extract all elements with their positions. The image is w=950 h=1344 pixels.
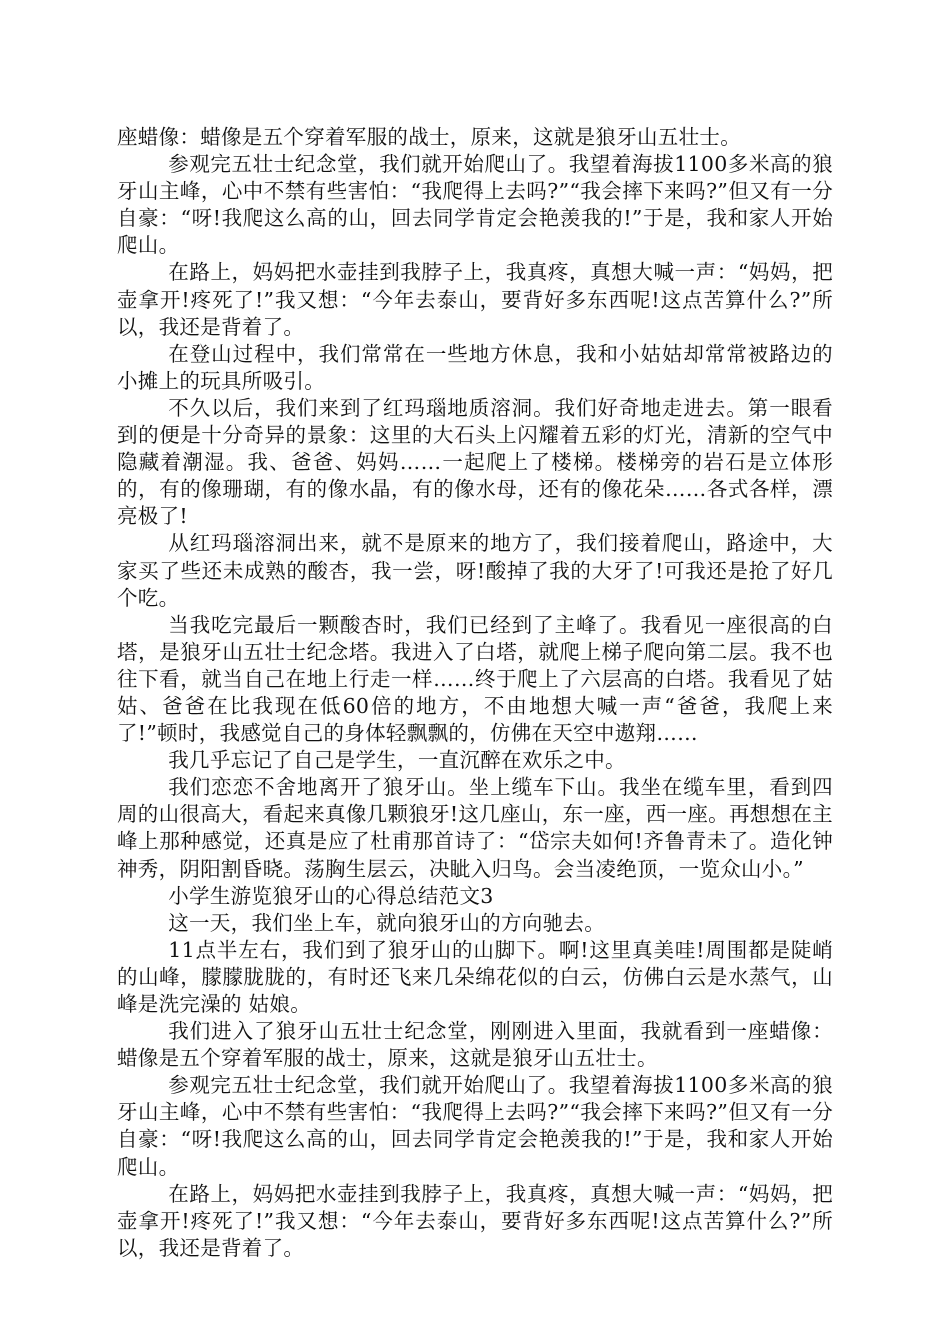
paragraph-2: 参观完五壮士纪念堂，我们就开始爬山了。我望着海拔1100多米高的狼牙山主峰，心中不禁有些害怕：“我爬得上去吗?”“我会摔下来吗?”但又有一分自豪：“呀!我爬这么高的山，回去同学肯定会艳羡我的!”于是，我和家人开始爬山。	[117, 152, 833, 258]
paragraph-13: 我们进入了狼牙山五壮士纪念堂，刚刚进入里面，我就看到一座蜡像：蜡像是五个穿着军服的战士，原来，这就是狼牙山五壮士。	[117, 1019, 833, 1071]
paragraph-12: 11点半左右，我们到了狼牙山的山脚下。啊!这里真美哇!周围都是陡峭的山峰，朦朦胧胧的，有时还飞来几朵绵花似的白云，仿佛白云是水蒸气，山峰是洗完澡的 姑娘。	[117, 937, 833, 1016]
paragraph-11: 这一天，我们坐上车，就向狼牙山的方向驰去。	[168, 910, 606, 935]
paragraph-6: 从红玛瑙溶洞出来，就不是原来的地方了，我们接着爬山，路途中，大家买了些还未成熟的酸杏，我一尝，呀!酸掉了我的大牙了!可我还是抢了好几个吃。	[117, 531, 833, 610]
paragraph-3: 在路上，妈妈把水壶挂到我脖子上，我真疼，真想大喊一声：“妈妈，把壶拿开!疼死了!”我又想：“今年去泰山，要背好多东西呢!这点苦算什么?”所以，我还是背着了。	[117, 260, 833, 339]
paragraph-5: 不久以后，我们来到了红玛瑙地质溶洞。我们好奇地走进去。第一眼看到的便是十分奇异的景象：这里的大石头上闪耀着五彩的灯光，清新的空气中隐藏着潮湿。我、爸爸、妈妈……一起爬上了楼梯。楼梯旁的岩石是立体形的，有的像珊瑚，有的像水晶，有的像水母，还有的像花朵……各式各样，漂亮极了!	[117, 395, 833, 529]
paragraph-9: 我们恋恋不舍地离开了狼牙山。坐上缆车下山。我坐在缆车里，看到四周的山很高大，看起来真像几颗狼牙!这几座山，东一座，西一座。再想想在主峰上那种感觉，还真是应了杜甫那首诗了：“岱宗夫如何!齐鲁青未了。造化钟神秀，阴阳割昏晓。荡胸生层云，决眦入归鸟。会当凌绝顶，一览众山小。”	[117, 775, 833, 881]
paragraph-8: 我几乎忘记了自己是学生，一直沉醉在欢乐之中。	[168, 748, 626, 773]
paragraph-1: 座蜡像：蜡像是五个穿着军服的战士，原来，这就是狼牙山五壮士。	[117, 125, 741, 149]
paragraph-14: 参观完五壮士纪念堂，我们就开始爬山了。我望着海拔1100多米高的狼牙山主峰，心中不禁有些害怕：“我爬得上去吗?”“我会摔下来吗?”但又有一分自豪：“呀!我爬这么高的山，回去同学肯定会艳羡我的!”于是，我和家人开始爬山。	[117, 1073, 833, 1179]
body-text	[117, 124, 833, 1262]
paragraph-7: 当我吃完最后一颗酸杏时，我们已经到了主峰了。我看见一座很高的白塔，是狼牙山五壮士纪念塔。我进入了白塔，就爬上梯子爬向第二层。我不也往下看，就当自己在地上行走一样……终于爬上了六层高的白塔。我看见了姑姑、爸爸在比我现在低60倍的地方，不由地想大喊一声“爸爸，我爬上来了!”顿时，我感觉自己的身体轻飘飘的，仿佛在天空中遨翔……	[117, 612, 833, 746]
paragraph-4: 在登山过程中，我们常常在一些地方休息，我和小姑姑却常常被路边的小摊上的玩具所吸引。	[117, 341, 833, 393]
section-heading: 小学生游览狼牙山的心得总结范文3	[168, 883, 494, 908]
paragraph-15: 在路上，妈妈把水壶挂到我脖子上，我真疼，真想大喊一声：“妈妈，把壶拿开!疼死了!”我又想：“今年去泰山，要背好多东西呢!这点苦算什么?”所以，我还是背着了。	[117, 1181, 833, 1260]
